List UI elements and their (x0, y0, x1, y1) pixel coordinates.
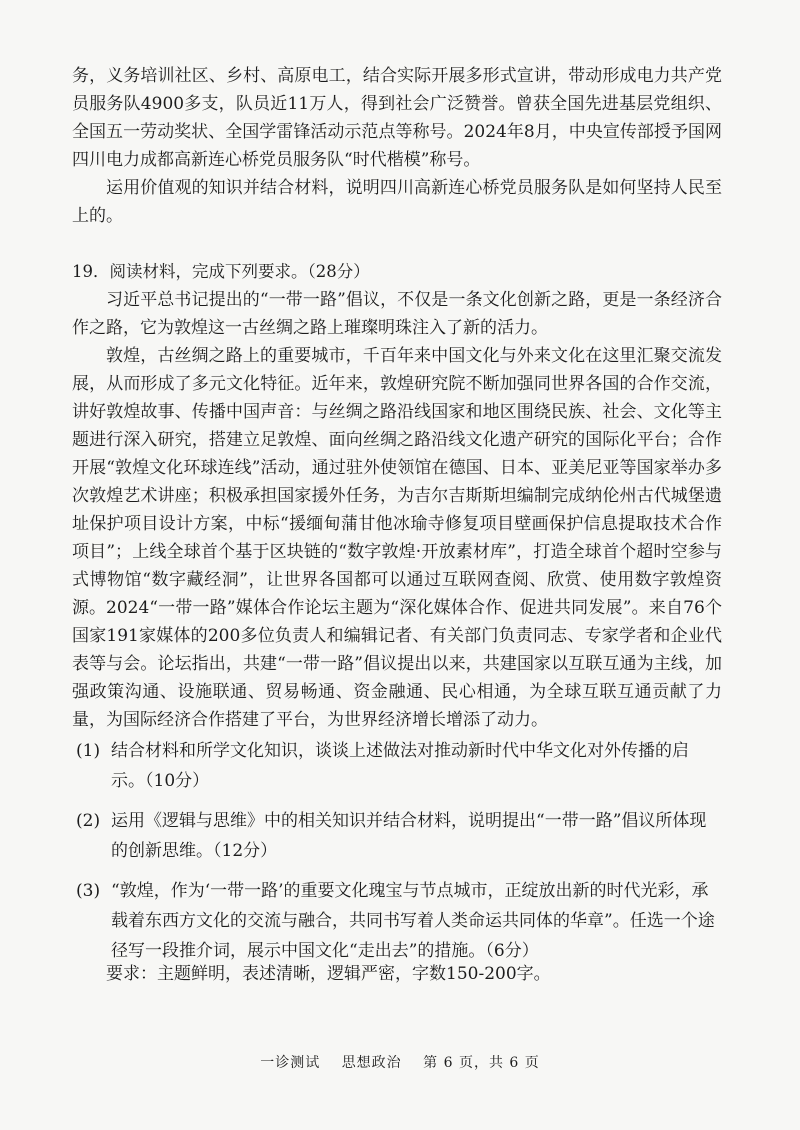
question-text: “敦煌，作为‘一带一路’的重要文化瑰宝与节点城市，正绽放出新的时代光彩，承载着东西方文化的交流与融合，共同书写着人类命运共同体的华章”。任选一个途径写一段推介词，展示中国文化“走出去”的措施。（6分） (111, 881, 715, 961)
q19-heading: 19．阅读材料，完成下列要求。（28分） (72, 262, 370, 281)
q19-question-1 (76, 736, 716, 796)
material-continuation: 务，义务培训社区、乡村、高原电工，结合实际开展多形式宣讲，带动形成电力共产党员服务队4900多支，队员近11万人，得到社会广泛赞誉。曾获全国先进基层党组织、全国五一劳动奖状、全国学雷锋活动示范点等称号。2024年8月，中央宣传部授予国网四川电力成都高新连心桥党员服务队“时代楷模”称号。 (72, 66, 722, 170)
q18-task: 运用价值观的知识并结合材料，说明四川高新连心桥党员服务队是如何坚持人民至上的。 (72, 178, 722, 226)
question-number: (3) (76, 881, 101, 901)
q19-paragraph-3: 2024“一带一路”媒体合作论坛主题为“深化媒体合作、促进共同发展”。来自76个国家191家媒体的200多位负责人和编辑记者、有关部门负责同志、专家学者和企业代表等与会。论坛指出，共建“一带一路”倡议提出以来，共建国家以互联互通为主线，加强政策沟通、设施联通、贸易畅通、资金融通、民心相通，为全球互联互通贡献了力量，为国际经济合作搭建了平台，为世界经济增长增添了动力。 (72, 598, 722, 730)
q19-paragraph-2: 敦煌，古丝绸之路上的重要城市，千百年来中国文化与外来文化在这里汇聚交流发展，从而形成了多元文化特征。近年来，敦煌研究院不断加强同世界各国的合作交流，讲好敦煌故事、传播中国声音：与丝绸之路沿线国家和地区围绕民族、社会、文化等主题进行深入研究，搭建立足敦煌、面向丝绸之路沿线文化遗产研究的国际化平台；合作开展“敦煌文化环球连线”活动，通过驻外使领馆在德国、日本、亚美尼亚等国家举办多次敦煌艺术讲座；积极承担国家援外任务，为吉尔吉斯斯坦编制完成纳伦州古代城堡遗址保护项目设计方案，中标“援缅甸蒲甘他冰瑜寺修复项目壁画保护信息提取技术合作项目”；上线全球首个基于区块链的“数字敦煌·开放素材库”，打造全球首个超时空参与式博物馆“数字藏经洞”，让世界各国都可以通过互联网查阅、欣赏、使用数字敦煌资源。 (72, 346, 722, 618)
question-text: 运用《逻辑与思维》中的相关知识并结合材料，说明提出“一带一路”倡议所体现的创新思维。（12分） (111, 811, 707, 861)
footer-page-number: 第 6 页，共 6 页 (423, 1055, 540, 1071)
footer-exam-name: 一诊测试 (260, 1055, 321, 1071)
q19-question-2 (76, 806, 716, 866)
footer-subject: 思想政治 (341, 1055, 402, 1071)
page-footer (0, 1052, 800, 1072)
question-text: 结合材料和所学文化知识，谈谈上述做法对推动新时代中华文化对外传播的启示。（10分） (111, 741, 689, 791)
q19-paragraph-1: 习近平总书记提出的“一带一路”倡议，不仅是一条文化创新之路，更是一条经济合作之路，它为敦煌这一古丝绸之路上璀璨明珠注入了新的活力。 (72, 290, 722, 338)
question-number: (2) (76, 811, 101, 831)
question-number: (1) (76, 741, 101, 761)
q19-requirement: 要求：主题鲜明，表述清晰，逻辑严密，字数150-200字。 (106, 964, 551, 984)
q19-question-3 (76, 876, 716, 966)
